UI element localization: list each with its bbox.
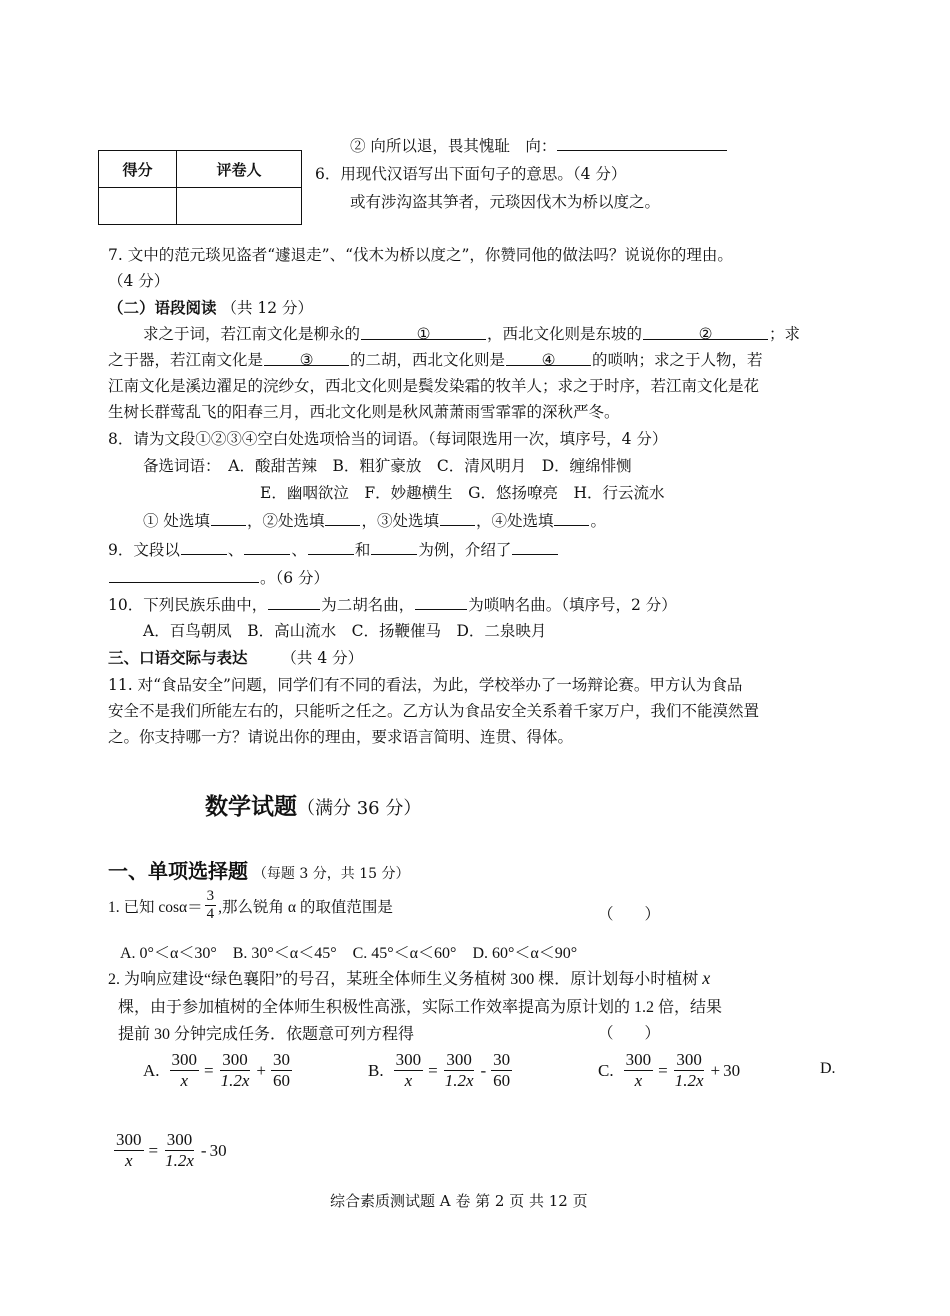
math-section1-score: （每题 3 分，共 15 分） [252,866,410,882]
math-title: 数学试题 [205,794,297,820]
q8-fill-label: ① 处选填 [143,512,210,530]
frac-numerator: 300 [222,1050,248,1069]
plus-sign: + [710,1060,721,1080]
q10-text: 10．下列民族乐曲中， [108,596,268,614]
passage-text: ，西北文化则是东坡的 [487,325,643,343]
math-q2-option-d-label[interactable]: D. [820,1060,836,1077]
plus-sign: + [256,1060,267,1080]
q8-blank-2[interactable] [325,508,360,526]
frac-denominator: x [634,1071,643,1090]
math-q1-text: ,那么锐角 α 的取值范围是 [218,898,393,916]
frac-300-x [170,1050,200,1091]
score-cell[interactable] [99,188,177,225]
q8-fill-label: 。 [590,512,606,530]
frac-denominator: 1.2x [444,1071,474,1090]
section3-score: （共 4 分） [281,649,364,667]
q10-blank-2[interactable] [415,592,467,610]
frac-denominator: x [124,1151,133,1170]
passage-text: 之于器，若江南文化是 [108,351,264,369]
section3-heading [108,646,363,670]
passage-text: ；求 [769,325,801,343]
frac-denominator: 60 [493,1071,511,1090]
passage-line1 [143,322,800,346]
equals-sign: = [658,1060,668,1080]
q7-line1: 7. 文中的范元琰见盗者“遽退走”、“伐木为桥以度之”，你赞同他的做法吗？说说你的理由。 [108,246,733,264]
blank-2[interactable] [643,322,768,343]
blank-3-marker: ③ [299,351,314,369]
math-section1-heading [108,855,409,884]
blank-2-marker: ② [698,325,713,343]
q9-text: 、 [227,541,244,559]
frac-denominator: x [180,1071,189,1090]
q9-text: 和 [354,541,371,559]
q8-blank-4[interactable] [554,508,589,526]
math-heading [205,788,421,821]
section2-title: （二）语段阅读 [108,299,217,317]
frac-denominator: x [404,1071,413,1090]
frac-300-x [114,1130,144,1171]
passage-line2 [108,348,763,372]
q5-sub2-blank[interactable] [557,133,727,151]
math-q1 [108,888,393,923]
frac-300-1.2x [163,1130,196,1171]
math-q2-option-b[interactable] [368,1050,514,1091]
option-label: B. [368,1060,384,1080]
q9-end: 。（6 分） [260,569,330,587]
grader-cell[interactable] [177,188,302,225]
passage-text: 求之于词，若江南文化是柳永的 [143,325,361,343]
q8-options-1: 备选词语： A．酸甜苦辣 B．粗犷豪放 C．清风明月 D．缠绵悱恻 [143,457,632,475]
q6-sentence: 或有涉沟盗其笋者，元琰因伐木为桥以度之。 [350,193,661,211]
option-label: A. [143,1060,160,1080]
q8: 8．请为文段①②③④空白处选项恰当的词语。（每词限选用一次，填序号，4 分） [108,430,668,448]
passage-text: 的唢呐；求之于人物，若 [592,351,763,369]
frac-numerator: 300 [676,1050,702,1069]
frac-numerator: 300 [395,1050,422,1069]
passage-line3: 江南文化是溪边濯足的浣纱女，西北文化则是鬓发染霜的牧羊人；求之于时序，若江南文化是花 [108,377,760,395]
frac-denominator: 1.2x [165,1151,194,1170]
q8-options-2: E．幽咽欲泣 F．妙趣横生 G．悠扬嘹亮 H．行云流水 [260,484,665,502]
constant-30: 30 [209,1140,227,1160]
q11-line3: 之。你支持哪一方？请说出你的理由，要求语言简明、连贯、得体。 [108,728,574,746]
q9-blank-2[interactable] [244,537,290,555]
equals-sign: = [204,1060,214,1080]
math-title-score: （满分 36 分） [297,798,422,819]
frac-denominator: 4 [206,906,215,922]
q9-text: 为例，介绍了 [418,541,512,559]
frac-numerator: 300 [171,1050,198,1069]
math-q2-var: x [702,968,711,988]
passage-text: 的二胡，西北文化则是 [350,351,506,369]
q8-fill-label: ，③处选填 [361,512,439,530]
q8-fill-label: ，②处选填 [246,512,325,530]
option-label: C. [598,1060,614,1080]
frac-numerator: 30 [493,1050,511,1069]
math-section1-title: 一、单项选择题 [108,859,248,883]
q9-line2 [108,565,329,590]
q10-text: 为二胡名曲， [321,596,415,614]
q7-line2: （4 分） [108,272,170,290]
q10 [108,592,677,617]
frac-300-1.2x [443,1050,476,1091]
math-q1-options: A. 0°＜α＜30° B. 30°＜α＜45° C. 45°＜α＜60° D. 60°＜α＜90° [120,945,578,962]
section2-score: （共 12 分） [221,299,314,317]
score-col2: 评卷人 [177,151,302,188]
minus-sign: - [200,1140,207,1160]
frac-denominator: 1.2x [674,1071,704,1090]
page-footer: 综合素质测试题 A 卷 第 2 页 共 12 页 [330,1192,588,1210]
math-q1-paren: （ ） [598,906,661,923]
q8-fill-label: ，④处选填 [475,512,554,530]
blank-1-marker: ① [416,325,431,343]
q9-line1 [108,537,559,562]
score-col1: 得分 [99,151,177,188]
blank-3[interactable] [264,348,349,369]
q9-blank-1[interactable] [181,537,227,555]
q5-sub2-text: ② 向所以退，畏其愧耻 向： [350,137,557,155]
frac-300-x [394,1050,424,1091]
q9-blank-6[interactable] [109,565,259,583]
frac-numerator: 300 [625,1050,652,1069]
math-q2-option-d[interactable] [112,1130,227,1171]
frac-30-60 [271,1050,292,1091]
q10-text: 为唢呐名曲。（填序号，2 分） [468,596,677,614]
section3-title: 三、口语交际与表达 [108,649,248,667]
score-table [98,150,302,225]
frac-30-60 [491,1050,512,1091]
equals-sign: = [148,1140,159,1160]
math-q2-line2: 棵，由于参加植树的全体师生积极性高涨，实际工作效率提高为原计划的 1.2 倍，结果 [118,999,723,1016]
frac-numerator: 300 [446,1050,472,1069]
frac-300-x [624,1050,654,1091]
blank-4-marker: ④ [541,351,556,369]
constant-30: 30 [723,1060,741,1080]
frac-300-1.2x [219,1050,252,1091]
q6: 6．用现代汉语写出下面句子的意思。（4 分） [315,165,627,183]
q9-text: 、 [291,541,307,559]
q11-line2: 安全不是我们所能左右的，只能听之任之。乙方认为食品安全关系着千家万户，我们不能漠然置 [108,702,760,720]
blank-4[interactable] [506,348,591,369]
frac-numerator: 300 [116,1130,142,1149]
frac-denominator: 60 [273,1071,291,1090]
equals-sign: = [428,1060,438,1080]
q9-text: 9．文段以 [108,541,180,559]
q9-blank-3[interactable] [308,537,354,555]
math-q2-line1 [108,966,710,989]
math-q2-line3: 提前 30 分钟完成任务．依题意可列方程得 [118,1026,415,1043]
q11-line1: 11. 对“食品安全”问题，同学们有不同的看法，为此，学校举办了一场辩论赛。甲方认为食品 [108,676,743,694]
frac-denominator: 1.2x [220,1071,250,1090]
q5-sub2-line [350,133,728,156]
passage-line4: 生树长群莺乱飞的阳春三月，西北文化则是秋风萧萧雨雪霏霏的深秋严冬。 [108,403,620,421]
q9-blank-4[interactable] [371,537,417,555]
frac-numerator: 3 [206,888,215,904]
q9-blank-5[interactable] [512,537,558,555]
math-q1-text: 1. 已知 cosα＝ [108,898,203,916]
q8-blank-1[interactable] [211,508,246,526]
math-q1-fraction [205,888,217,923]
frac-numerator: 300 [166,1130,193,1149]
frac-numerator: 30 [273,1050,291,1069]
frac-300-1.2x [673,1050,706,1091]
section2-heading [108,296,313,320]
q10-blank-1[interactable] [268,592,320,610]
minus-sign: - [480,1060,487,1080]
math-q2-option-a[interactable] [143,1050,294,1091]
math-q2-option-c[interactable] [598,1050,740,1091]
blank-1[interactable] [361,322,486,343]
q10-options: A．百鸟朝凤 B．高山流水 C．扬鞭催马 D．二泉映月 [143,622,547,640]
q8-fill-line [143,508,606,533]
math-q2-text: 2. 为响应建设“绿色襄阳”的号召，某班全体师生义务植树 300 棵．原计划每小时植树 [108,971,699,988]
q8-blank-3[interactable] [440,508,475,526]
math-q2-paren: （ ） [598,1025,661,1042]
